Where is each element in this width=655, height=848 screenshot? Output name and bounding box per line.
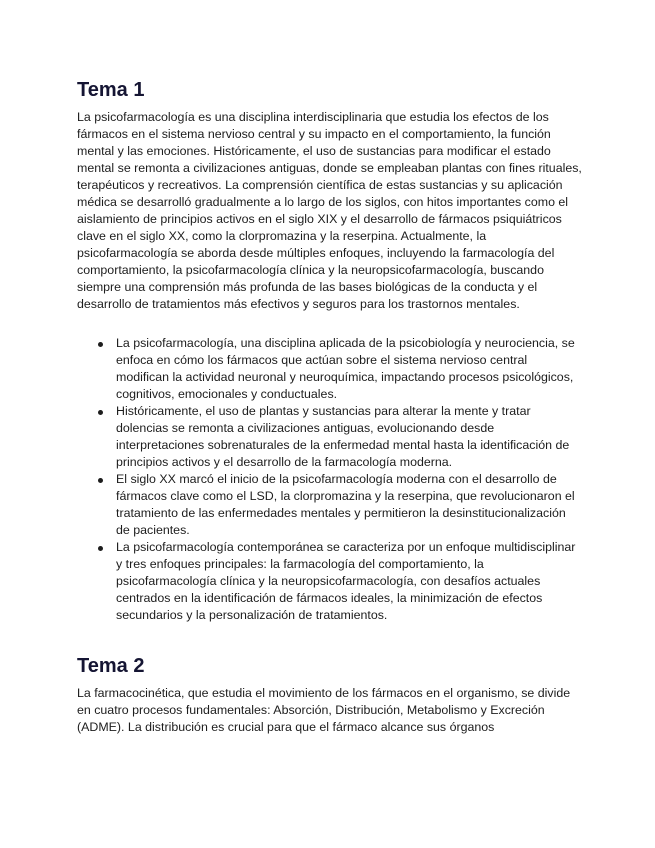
list-item-text: Históricamente, el uso de plantas y sustancias para alterar la mente y tratar dolencias se remonta a civilizaciones antiguas, evolucionando desde interpretaciones sobrenaturales de la enfermedad mental hasta la identificación de principios activos y el desarrollo de la farmacología moderna. (116, 404, 570, 469)
bullet-icon (98, 410, 103, 415)
section-paragraph: La psicofarmacología es una disciplina interdisciplinaria que estudia los efectos de los fármacos en el sistema nervioso central y su impacto en el comportamiento, la función mental y las emociones. Históricamente, el uso de sustancias para modificar el estado mental se remonta a civilizaciones antiguas, donde se empleaban plantas con fines rituales, terapéuticos y recreativos. La comprensión científica de estas sustancias y su aplicación médica se desarrolló gradualmente a lo largo de los siglos, con hitos importantes como el aislamiento de principios activos en el siglo XIX y el desarrollo de fármacos psiquiátricos clave en el siglo XX, como la clorpromazina y la reserpina. Actualmente, la psicofarmacología se aborda desde múltiples enfoques, incluyendo la farmacología del comportamiento, la psicofarmacología clínica y la neuropsicofarmacología, buscando siempre una comprensión más profunda de las bases biológicas de la conducta y el desarrollo de tratamientos más efectivos y seguros para los trastornos mentales. (77, 110, 582, 311)
document-body (77, 78, 582, 736)
bullet-icon (98, 342, 103, 347)
section-heading: Tema 1 (77, 79, 145, 101)
section-heading: Tema 2 (77, 655, 145, 677)
list-item (116, 471, 582, 539)
list-item-text: La psicofarmacología, una disciplina aplicada de la psicobiología y neurociencia, se enfoca en cómo los fármacos que actúan sobre el sistema nervioso central modifican la actividad neuronal y neuroquímica, impactando procesos psicológicos, cognitivos, emocionales y conductuales. (116, 336, 575, 401)
bullet-icon (98, 546, 103, 551)
bullet-icon (98, 478, 103, 483)
list-item-text: La psicofarmacología contemporánea se caracteriza por un enfoque multidisciplinar y tres enfoques principales: la farmacología del comportamiento, la psicofarmacología clínica y la neuropsicofarmacología, con desafíos actuales centrados en la identificación de fármacos ideales, la minimización de efectos secundarios y la personalización de tratamientos. (116, 540, 576, 622)
list-item (116, 403, 582, 471)
list-item (116, 539, 582, 624)
section-tema-1 (77, 78, 582, 624)
bullet-list (77, 335, 582, 624)
section-tema-2 (77, 654, 582, 736)
list-item (116, 335, 582, 403)
section-paragraph: La farmacocinética, que estudia el movimiento de los fármacos en el organismo, se divide en cuatro procesos fundamentales: Absorción, Distribución, Metabolismo y Excreción (ADME). La distribución es crucial para que el fármaco alcance sus órganos (77, 686, 571, 734)
list-item-text: El siglo XX marcó el inicio de la psicofarmacología moderna con el desarrollo de fármacos clave como el LSD, la clorpromazina y la reserpina, que revolucionaron el tratamiento de las enfermedades mentales y permitieron la desinstitucionalización de pacientes. (116, 472, 575, 537)
